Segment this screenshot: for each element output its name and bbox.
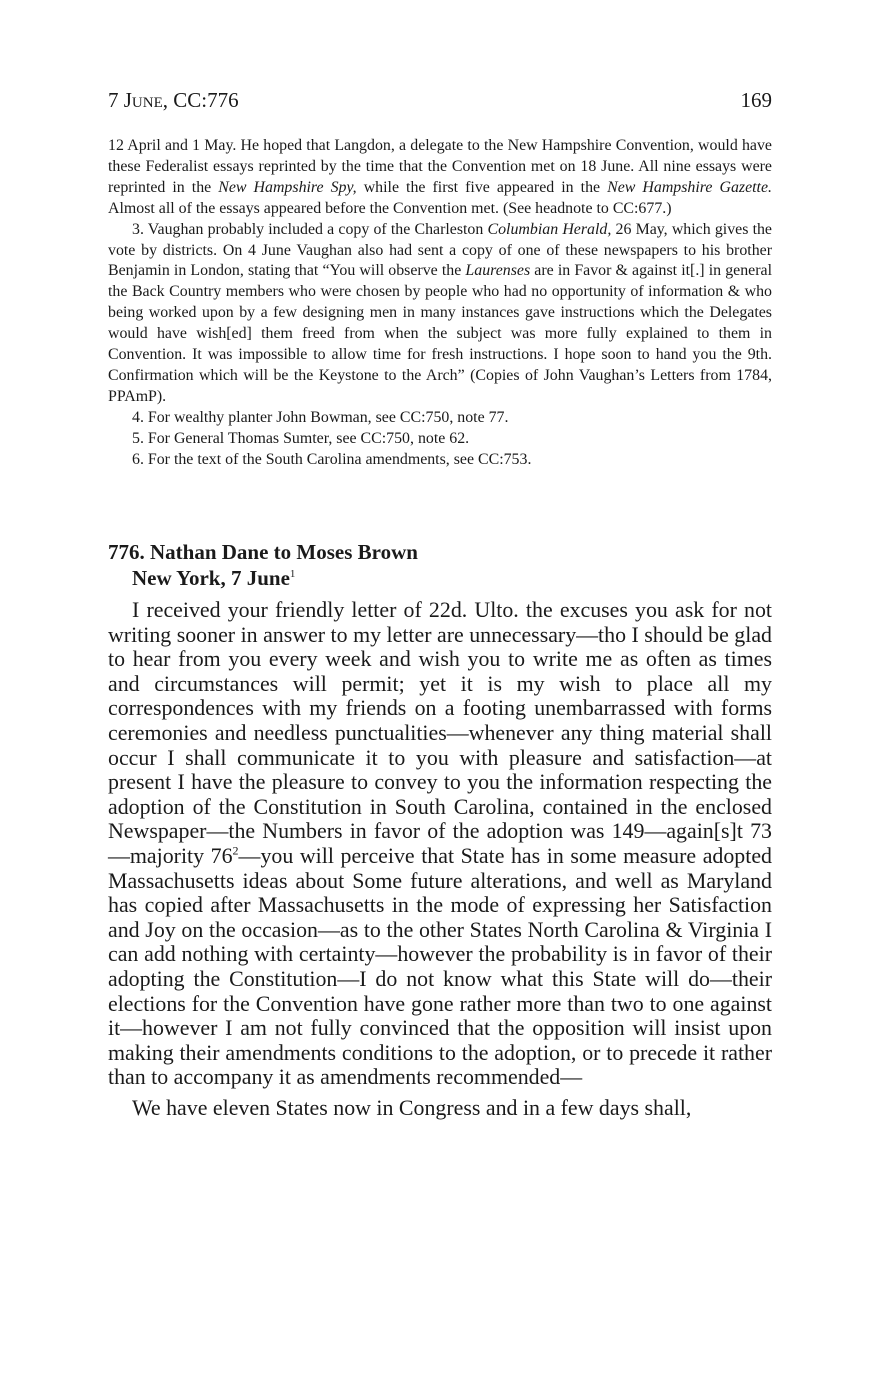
running-head-month: June xyxy=(123,88,163,112)
running-head-day: 7 xyxy=(108,88,119,112)
letter-paragraph-2: We have eleven States now in Congress and in a few days shall, xyxy=(132,1094,692,1120)
footnote-marker: 1 xyxy=(289,568,296,580)
newspaper-title: Columbian Herald, xyxy=(487,220,612,238)
running-head-left xyxy=(108,88,239,113)
newspaper-title: New Hampshire Spy, xyxy=(218,178,357,196)
newspaper-title: New Hampshire Gazette. xyxy=(607,178,772,196)
footnotes-section xyxy=(108,136,772,471)
entry-title: 776. Nathan Dane to Moses Brown xyxy=(108,540,418,564)
footnote-marker: 2 xyxy=(232,843,239,858)
page-number: 169 xyxy=(740,88,772,112)
note-5: 5. For General Thomas Sumter, see CC:750, note 62. xyxy=(132,429,470,447)
entry-heading xyxy=(108,539,772,591)
letter-paragraph-1: I received your friendly letter of 22d. Ulto. the excuses you ask for not writing sooner in answer to my letter are unnecessary—tho I should be glad to hear from you every week and wish you to write me as often as times and circumstances will permit; yet it is my wish to place all my correspondences with my friends on a footing unembarrassed with forms ceremonies and needless punctualities—whenever any thing material shall occur I shall communicate it to you with pleasure and satisfaction—at present I have the pleasure to convey to you the information respecting the adoption of the Constitution in South Carolina, contained in the enclosed Newspaper—the Numbers in favor of the adoption was 149—again[s]t 73—majority $76^2—you$ will perceive that State has in some measure adopted Massachusetts ideas about Some future alterations, and well as Maryland has copied after Massachusetts in the mode of expressing her Satisfaction and Joy on the occasion—as to the other States North Carolina & Virginia I can add nothing with certainty—however the probability is in favor of their adopting the Constitution—I do not know what this State will do—their elections for the Convention have gone rather more than two to one against it—however I am not fully convinced that the opposition will insist upon making their amendments conditions to the adoption, or to precede it rather than to accompany it as amendments recommended— xyxy=(108,597,772,1090)
italic-name: Laurenses xyxy=(465,262,531,280)
running-head xyxy=(108,88,772,118)
note-4: 4. For wealthy planter John Bowman, see CC:750, note 77. xyxy=(132,408,509,426)
letter-body xyxy=(108,598,772,1120)
note-3: 3. Vaughan probably included a copy of the Charleston Columbian Herald, 26 May, which gives the vote by districts. On 4 June Vaughan also had sent a copy of one of these newspapers to his brother Benjamin in London, stating that “You will observe the Laurenses are in Favor & against it[.] in general the Back Country members who were chosen by people who had no opportunity of information & who being worked upon by a few designing men in many instances gave instructions which the Delegates would have wish[ed] them freed from when the subject was more fully explained to them in Convention. It was impossible to allow time for fresh instructions. I hope soon to hand you the 9th. Confirmation which will be the Keystone to the Arch” (Copies of John Vaughan’s Letters from 1784, PPAmP). xyxy=(108,220,772,405)
entry-place-date: New York, 7 June$^1$ xyxy=(132,566,296,590)
note-6: 6. For the text of the South Carolina amendments, see CC:753. xyxy=(132,450,532,468)
note-2-continued: 12 April and 1 May. He hoped that Langdon, a delegate to the New Hampshire Convention, would have these Federalist essays reprinted by the time that the Convention met on 18 June. All nine essays were reprinted in the New Hampshire Spy, while the first five appeared in the New Hampshire Gazette. Almost all of the essays appeared before the Convention met. (See headnote to CC:677.) xyxy=(108,137,772,217)
running-head-ref: , CC:776 xyxy=(162,88,239,112)
